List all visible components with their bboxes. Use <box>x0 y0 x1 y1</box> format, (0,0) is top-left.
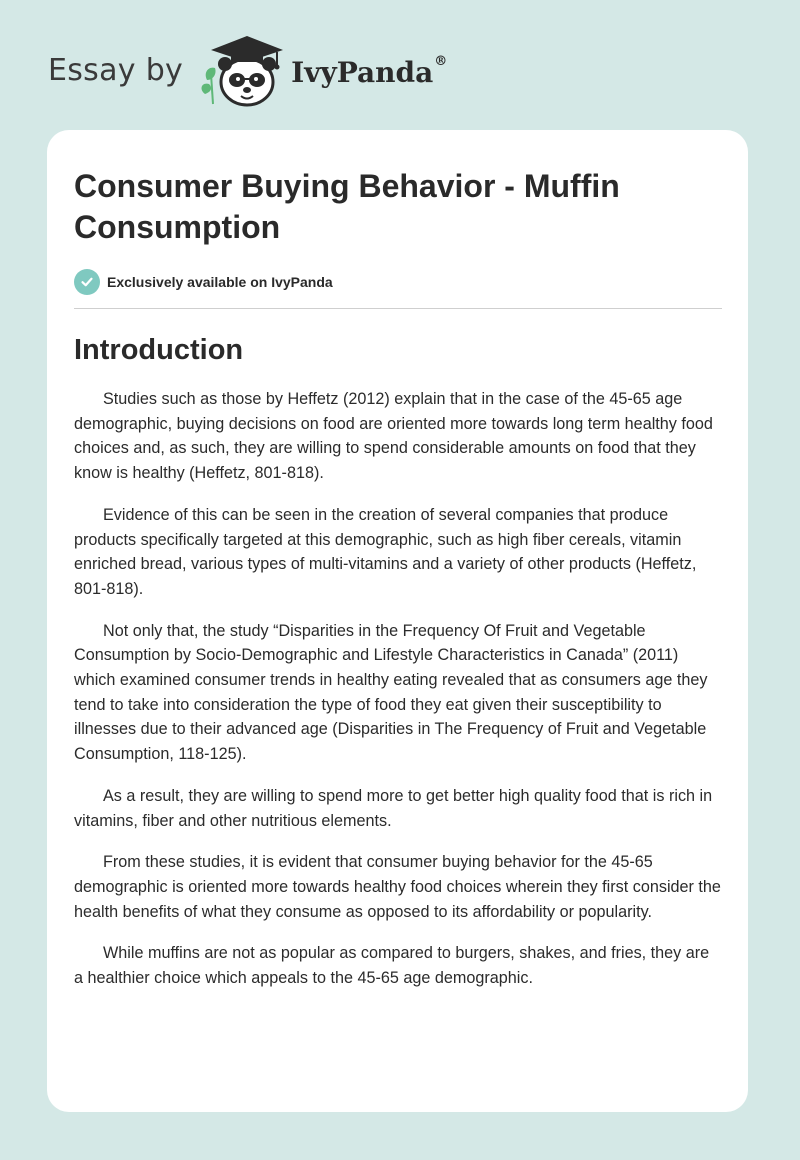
paragraph: Not only that, the study “Disparities in the Frequency Of Fruit and Vegetable Consumption by Socio-Demographic and Lifestyle Characteristics in Canada” (2011) which examined consumer trends in healthy eating revealed that as consumers age they tend to take into consideration the type of food they eat given their susceptibility to illnesses due to their advanced age (Disparities in The Frequency of Fruit and Vegetable Consumption, 118-125). <box>74 621 708 764</box>
divider <box>74 308 722 309</box>
brand-name-text: IvyPanda <box>291 55 434 89</box>
essay-card <box>47 130 748 1112</box>
panda-logo-icon[interactable] <box>197 30 289 110</box>
paragraph: Evidence of this can be seen in the creation of several companies that produce products specifically targeted at this demographic, such as high fiber cereals, vitamin enriched bread, various types of multi-vitamins and a variety of other products (Heffetz, 801-818). <box>74 505 697 598</box>
paragraph: While muffins are not as popular as compared to burgers, shakes, and fries, they are a healthier choice which appeals to the 45-65 age demographic. <box>74 944 710 988</box>
paragraph: As a result, they are willing to spend more to get better high quality food that is rich in vitamins, fiber and other nutritious elements. <box>74 786 713 830</box>
paragraph: Studies such as those by Heffetz (2012) explain that in the case of the 45-65 age demographic, buying decisions on food are oriented more towards long term healthy food choices and, as such, they are willing to spend considerable amounts on food that they know is healthy (Heffetz, 801-818). <box>74 390 713 483</box>
section-heading: Introduction <box>74 334 244 366</box>
registered-mark: ® <box>434 54 448 70</box>
exclusive-label: Exclusively available on IvyPanda <box>107 274 333 290</box>
checkmark-icon <box>80 275 94 289</box>
brand-name[interactable] <box>291 56 447 89</box>
exclusive-badge <box>74 268 722 296</box>
site-header <box>48 30 447 110</box>
page-title: Consumer Buying Behavior - Muffin Consumption <box>74 168 620 245</box>
check-circle-icon <box>74 269 100 295</box>
paragraph: From these studies, it is evident that consumer buying behavior for the 45-65 demographic is oriented more towards healthy food choices wherein they first consider the health benefits of what they consume as opposed to its affordability or popularity. <box>74 853 721 921</box>
essay-by-label: Essay by <box>48 52 184 88</box>
essay-body <box>74 387 722 991</box>
